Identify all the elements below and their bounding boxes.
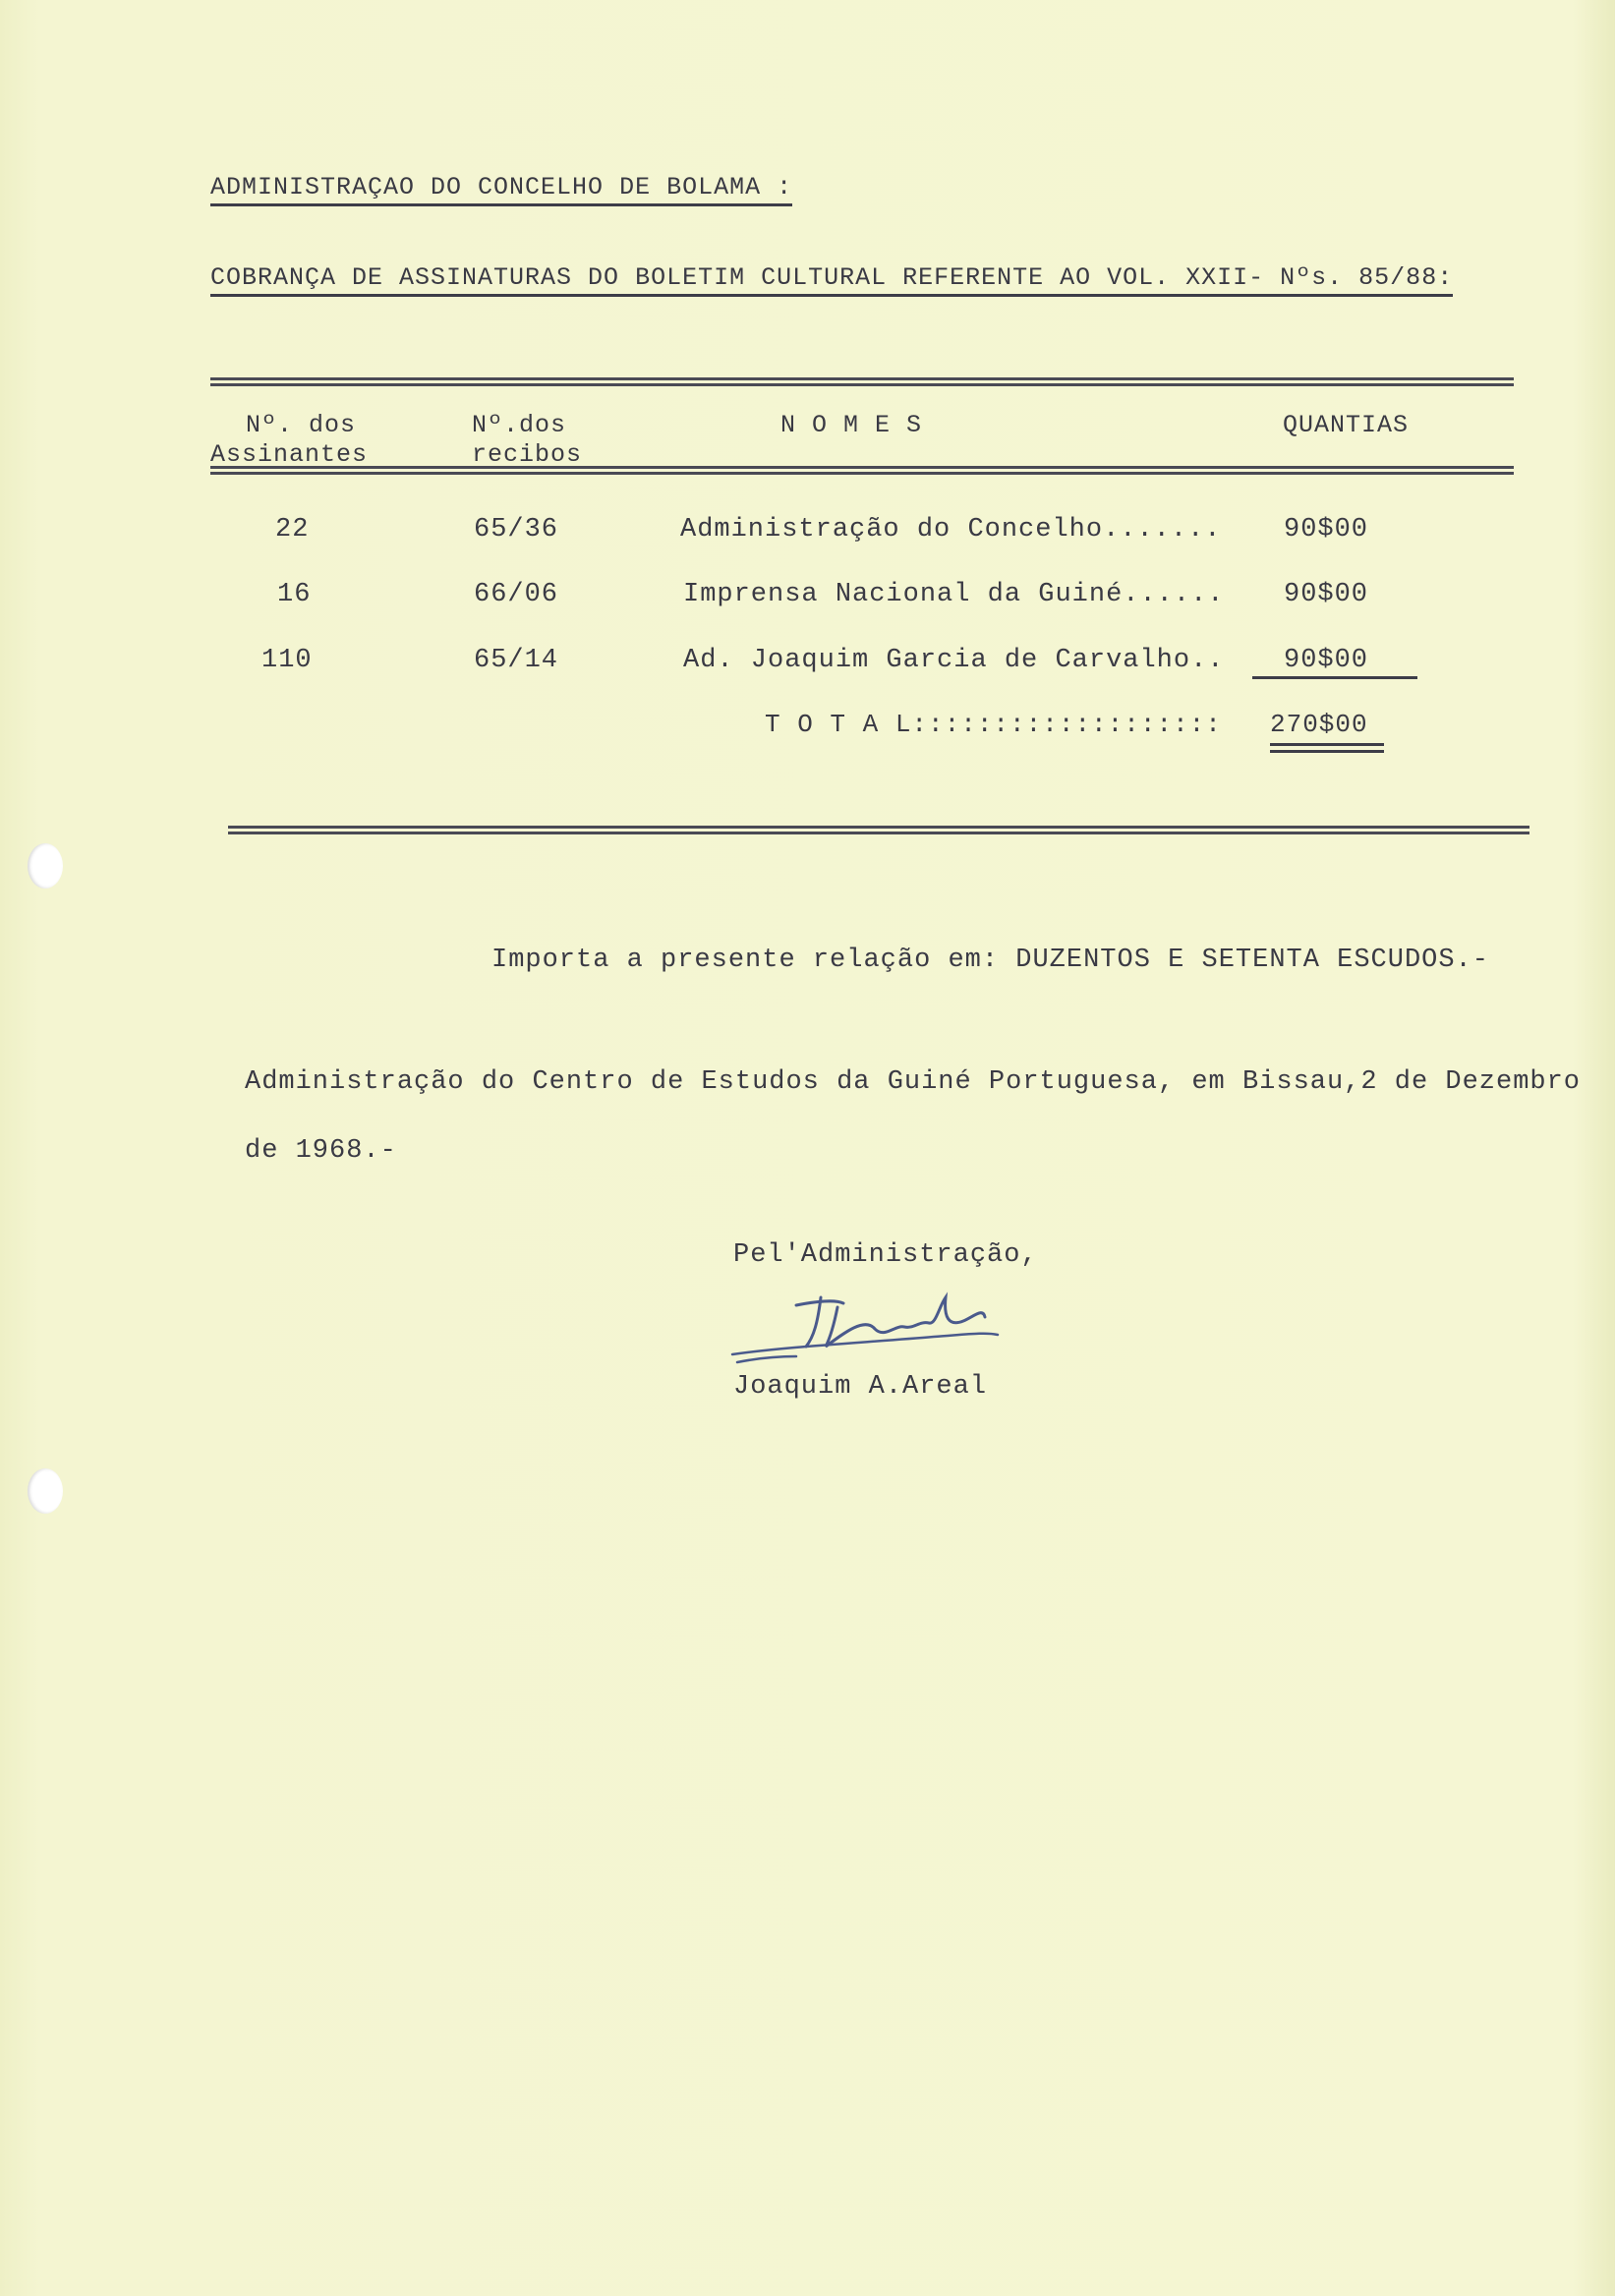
table-bottom-rule <box>228 826 1529 834</box>
col-subscribers-line1: Nº. dos <box>246 411 357 439</box>
total-double-underline <box>1270 743 1384 753</box>
total-label: T O T A L::::::::::::::::::: <box>765 710 1222 739</box>
table-top-rule <box>210 377 1514 386</box>
col-subscribers-line2: Assinantes <box>210 440 369 469</box>
col-names: N O M E S <box>780 411 923 439</box>
handwritten-signature <box>727 1278 1012 1376</box>
on-behalf-label: Pel'Administração, <box>733 1240 1038 1270</box>
col-receipts-line1: Nº.dos <box>472 411 567 439</box>
punch-hole-bottom <box>28 1468 63 1514</box>
row-amount: 90$00 <box>1284 580 1369 609</box>
subtotal-underline <box>1252 676 1417 679</box>
place-date-line1: Administração do Centro de Estudos da Guiné Portuguesa, em Bissau,2 de Dezembro <box>245 1067 1582 1097</box>
col-amounts: QUANTIAS <box>1283 411 1410 439</box>
table-header-rule <box>210 466 1514 475</box>
row-receipt: 65/36 <box>474 515 559 545</box>
signatory-name: Joaquim A.Areal <box>733 1372 988 1402</box>
row-subscriber: 22 <box>275 515 310 545</box>
row-receipt: 65/14 <box>474 646 559 675</box>
amount-in-words: Importa a presente relação em: DUZENTOS E SETENTA ESCUDOS.- <box>491 946 1489 975</box>
document-subtitle: COBRANÇA DE ASSINATURAS DO BOLETIM CULTURAL REFERENTE AO VOL. XXII- Nºs. 85/88: <box>210 263 1453 297</box>
total-amount: 270$00 <box>1270 710 1368 739</box>
row-name: Imprensa Nacional da Guiné...... <box>683 580 1225 609</box>
row-name: Administração do Concelho....... <box>680 515 1222 545</box>
document-title: ADMINISTRAÇAO DO CONCELHO DE BOLAMA : <box>210 173 792 206</box>
col-receipts-line2: recibos <box>472 440 583 469</box>
row-amount: 90$00 <box>1284 515 1369 545</box>
place-date-line2: de 1968.- <box>245 1136 397 1166</box>
row-name: Ad. Joaquim Garcia de Carvalho.. <box>683 646 1225 675</box>
row-subscriber: 110 <box>261 646 313 675</box>
row-amount: 90$00 <box>1284 646 1369 675</box>
punch-hole-top <box>28 843 63 889</box>
row-subscriber: 16 <box>277 580 312 609</box>
row-receipt: 66/06 <box>474 580 559 609</box>
